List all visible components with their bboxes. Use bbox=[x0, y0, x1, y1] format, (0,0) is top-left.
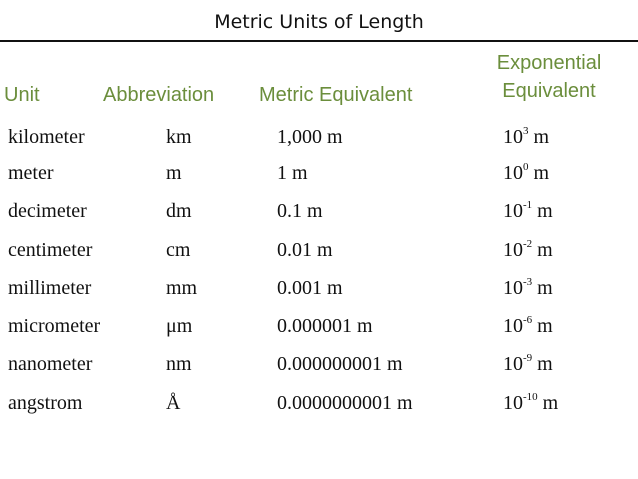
exp-base: 10 bbox=[503, 239, 523, 261]
metric-equivalent: 0.1 m bbox=[277, 200, 323, 222]
exp-unit: m bbox=[532, 353, 553, 375]
exp-power: 0 bbox=[523, 161, 529, 173]
header-unit: Unit bbox=[4, 84, 40, 106]
exp-base: 10 bbox=[503, 392, 523, 414]
table-row bbox=[0, 388, 638, 418]
header-abbreviation: Abbreviation bbox=[103, 84, 215, 106]
metric-equivalent: 0.000000001 m bbox=[277, 353, 403, 375]
unit-name: kilometer bbox=[8, 126, 85, 148]
exp-power: -9 bbox=[523, 352, 533, 364]
unit-abbreviation: μm bbox=[166, 315, 193, 337]
metric-equivalent: 0.0000000001 m bbox=[277, 392, 413, 414]
metric-equivalent: 0.001 m bbox=[277, 277, 343, 299]
metric-equivalent: 0.01 m bbox=[277, 239, 333, 261]
header-metric-equivalent: Metric Equivalent bbox=[259, 84, 413, 106]
table-row bbox=[0, 196, 638, 226]
exp-unit: m bbox=[532, 315, 553, 337]
exponential-equivalent bbox=[503, 122, 549, 152]
exp-unit: m bbox=[537, 392, 559, 414]
table-row bbox=[0, 122, 638, 152]
exp-unit: m bbox=[532, 200, 553, 222]
exp-unit: m bbox=[532, 277, 553, 299]
exponential-equivalent bbox=[503, 273, 553, 303]
unit-abbreviation: mm bbox=[166, 277, 198, 299]
exp-base: 10 bbox=[503, 315, 523, 337]
exp-power: -1 bbox=[523, 199, 533, 211]
header-exponential-line2: Equivalent bbox=[502, 80, 596, 102]
table-row bbox=[0, 311, 638, 341]
header-exponential-line1: Exponential bbox=[496, 52, 602, 74]
exponential-equivalent bbox=[503, 196, 553, 226]
metric-equivalent: 0.000001 m bbox=[277, 315, 373, 337]
unit-name: meter bbox=[8, 162, 54, 184]
header-exponential-equivalent bbox=[484, 49, 614, 105]
table-row bbox=[0, 273, 638, 303]
table-row bbox=[0, 349, 638, 379]
exp-power: -6 bbox=[523, 314, 533, 326]
exp-base: 10 bbox=[503, 277, 523, 299]
exp-unit: m bbox=[528, 126, 550, 148]
unit-abbreviation: km bbox=[166, 126, 192, 148]
unit-name: centimeter bbox=[8, 239, 93, 261]
unit-abbreviation: cm bbox=[166, 239, 191, 261]
exp-base: 10 bbox=[503, 353, 523, 375]
exp-unit: m bbox=[532, 239, 553, 261]
title-divider bbox=[0, 40, 638, 42]
table-row bbox=[0, 158, 638, 188]
exp-unit: m bbox=[528, 162, 550, 184]
exp-power: 3 bbox=[523, 125, 529, 137]
unit-name: nanometer bbox=[8, 353, 93, 375]
unit-abbreviation: dm bbox=[166, 200, 192, 222]
metric-equivalent: 1 m bbox=[277, 162, 308, 184]
exp-power: -2 bbox=[523, 238, 533, 250]
table-row bbox=[0, 235, 638, 265]
exponential-equivalent bbox=[503, 158, 549, 188]
page-title: Metric Units of Length bbox=[214, 11, 424, 33]
exp-power: -10 bbox=[523, 391, 538, 403]
unit-name: decimeter bbox=[8, 200, 87, 222]
unit-abbreviation: Å bbox=[166, 392, 181, 414]
unit-abbreviation: nm bbox=[166, 353, 192, 375]
unit-name: micrometer bbox=[8, 315, 101, 337]
unit-name: angstrom bbox=[8, 392, 83, 414]
exp-base: 10 bbox=[503, 126, 523, 148]
exp-base: 10 bbox=[503, 162, 523, 184]
exponential-equivalent bbox=[503, 388, 558, 418]
unit-abbreviation: m bbox=[166, 162, 182, 184]
exp-power: -3 bbox=[523, 276, 533, 288]
exponential-equivalent bbox=[503, 349, 553, 379]
metric-equivalent: 1,000 m bbox=[277, 126, 343, 148]
exponential-equivalent bbox=[503, 311, 553, 341]
unit-name: millimeter bbox=[8, 277, 92, 299]
exp-base: 10 bbox=[503, 200, 523, 222]
exponential-equivalent bbox=[503, 235, 553, 265]
